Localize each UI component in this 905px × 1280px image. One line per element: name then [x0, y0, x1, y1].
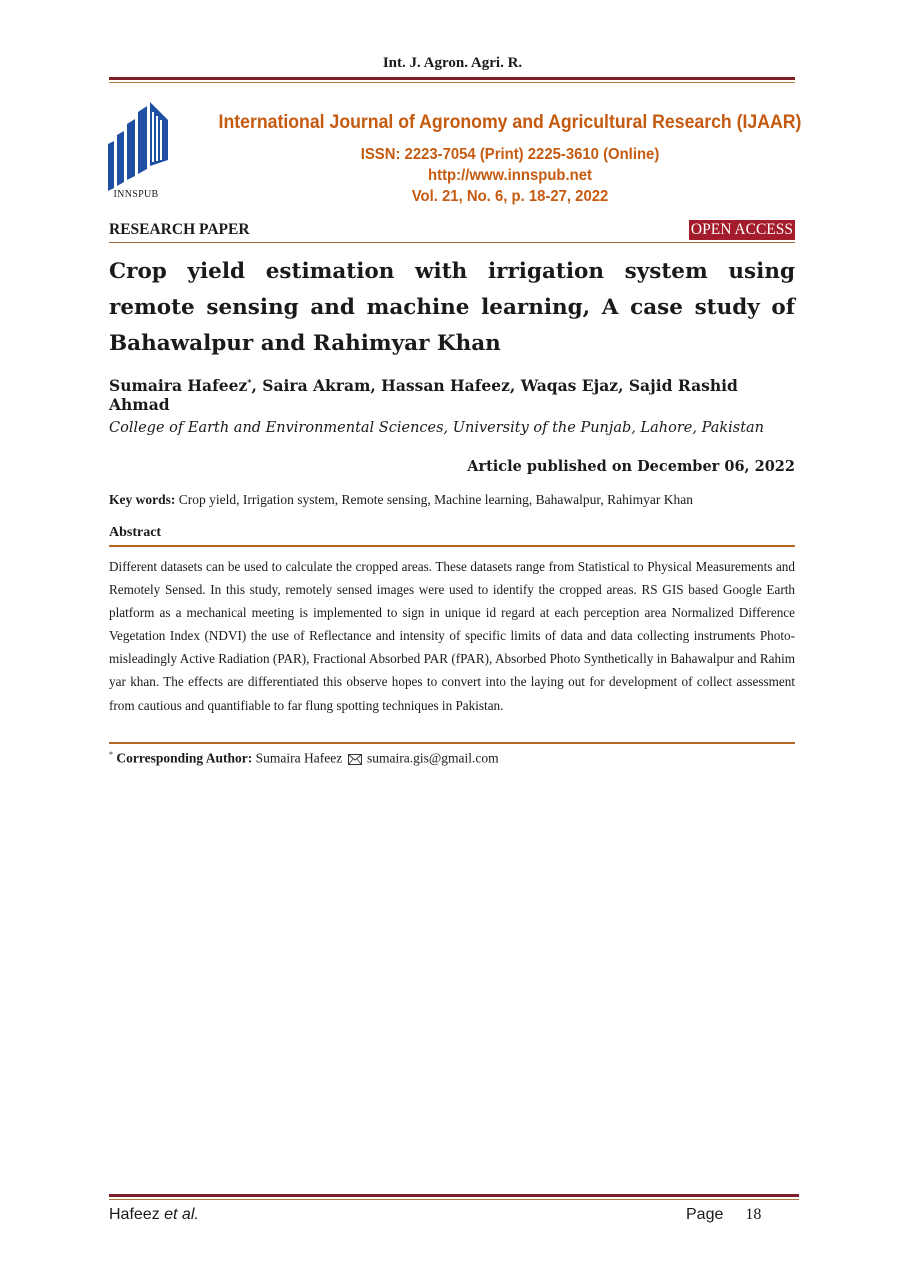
journal-url[interactable]: http://www.innspub.net: [428, 167, 592, 184]
running-head: Int. J. Agron. Agri. R.: [382, 55, 523, 71]
footer-etal: et al.: [164, 1206, 199, 1223]
article-title: Crop yield estimation with irrigation system using remote sensing and machine learning, A case study of Bahawalpur and Rahimyar Khan: [109, 259, 795, 356]
author-list: [109, 376, 795, 414]
paper-type-label: RESEARCH PAPER: [109, 221, 250, 238]
open-access-badge: OPEN ACCESS: [690, 221, 793, 238]
keywords-text: Crop yield, Irrigation system, Remote sensing, Machine learning, Bahawalpur, Rahimyar Khan: [175, 492, 693, 507]
corresponding-name: Sumaira Hafeez: [252, 750, 346, 766]
header-rule-thin: [109, 82, 795, 83]
keywords: [109, 492, 795, 508]
journal-volume: Vol. 21, No. 6, p. 18-27, 2022: [411, 188, 609, 205]
corresponding-marker-footnote: *: [109, 750, 113, 759]
corresponding-author: [109, 750, 499, 767]
keywords-label: Key words:: [109, 492, 176, 507]
abstract-top-rule: [109, 545, 795, 547]
page-label: Page: [686, 1206, 724, 1223]
journal-name: International Journal of Agronomy and Agricultural Research (IJAAR): [218, 112, 802, 133]
other-authors: , Saira Akram, Hassan Hafeez, Waqas Ejaz, Sajid Rashid Ahmad: [109, 376, 738, 414]
journal-issn: ISSN: 2223-7054 (Print) 2225-3610 (Online): [360, 146, 660, 163]
page-number: 18: [745, 1206, 762, 1223]
footer-author-name: Hafeez: [109, 1206, 165, 1223]
affiliation: College of Earth and Environmental Sciences, University of the Punjab, Lahore, Pakistan: [109, 420, 765, 436]
publication-date: Article published on December 06, 2022: [467, 458, 795, 475]
abstract-body: Different datasets can be used to calculate the cropped areas. These datasets range from Statistical to Physical Measurements and Remotely Sensed. In this study, remotely sensed images were used to identify the cropped areas. RS GIS based Google Earth platform as a mechanical meeting is implemented to sign in unique id regard at each perception area Normalized Difference Vegetation Index (NDVI) the use of Reflectance and intensity of specific limits of data and data collecting instruments Photo-misleadingly Active Radiation (PAR), Fractional Absorbed PAR (fPAR), Absorbed Photo Synthetically in Bahawalpur and Rahim yar khan. The effects are differentiated this observe hopes to convert into the laying out for development of collect assessment from cautious and quantifiable to far flung spotting techniques in Pakistan.: [109, 559, 795, 713]
paper-type-rule: [109, 242, 795, 243]
corresponding-marker: *: [247, 376, 252, 387]
envelope-icon: [348, 754, 362, 765]
header-rule-thick: [109, 77, 795, 80]
abstract-bottom-rule: [109, 742, 795, 744]
footer-page: [686, 1206, 761, 1224]
publisher-logo-text: INNSPUB: [113, 189, 159, 200]
first-author: Sumaira Hafeez: [109, 376, 248, 395]
footer-rule-thin: [109, 1199, 799, 1200]
footer-rule-thick: [109, 1194, 799, 1197]
corresponding-email[interactable]: sumaira.gis@gmail.com: [363, 750, 499, 766]
corresponding-label: Corresponding Author:: [116, 750, 253, 766]
abstract-heading: Abstract: [109, 525, 162, 540]
footer-author: [109, 1206, 199, 1224]
